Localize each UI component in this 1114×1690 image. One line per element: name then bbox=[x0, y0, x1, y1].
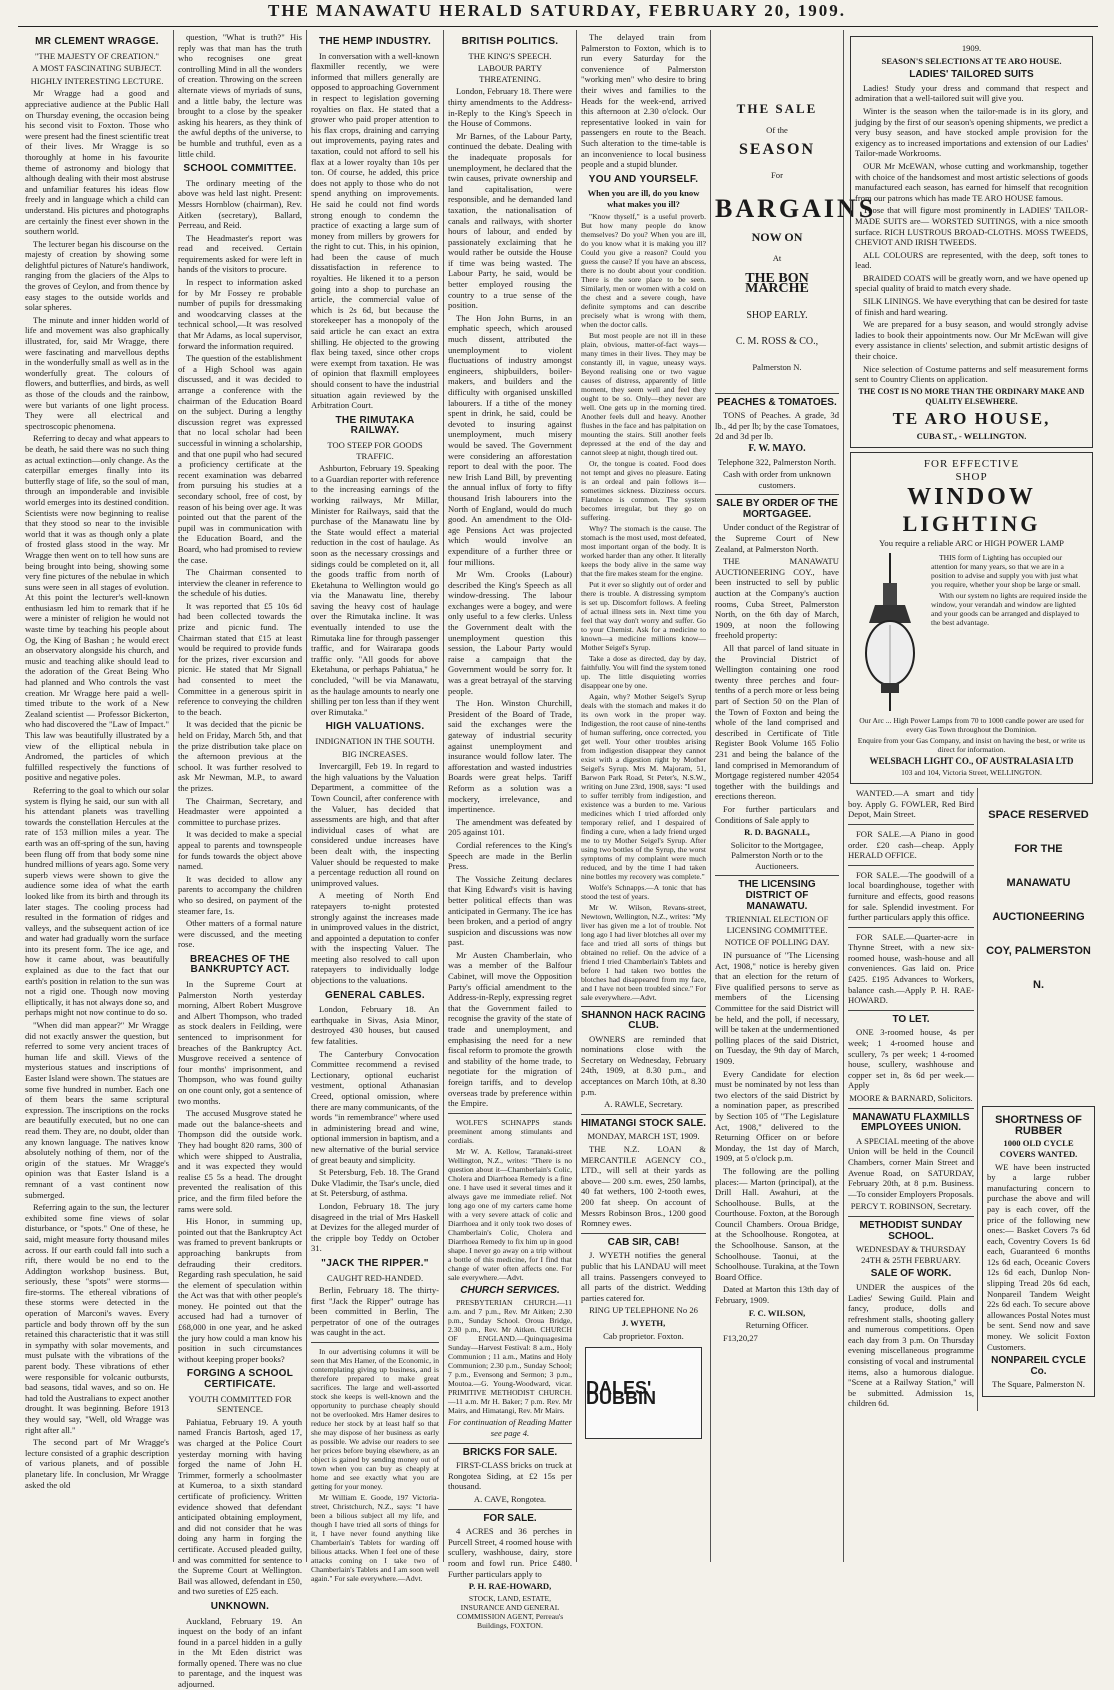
column-1 bbox=[22, 32, 172, 1560]
advertisement-text: Under conduct of the Registrar of the Supreme Court of New Zealand, at Palmerston North. bbox=[715, 522, 839, 554]
company-name: NONPAREIL CYCLE Co. bbox=[991, 1355, 1086, 1377]
company-address: The Square, Palmerston N. bbox=[992, 1379, 1085, 1390]
ad-subheading: You require a reliable ARC or HIGH POWER LAMP bbox=[879, 538, 1064, 549]
store-name: TE ARO HOUSE, bbox=[892, 409, 1051, 428]
column-3 bbox=[308, 32, 442, 1584]
continuation-note: For continuation of Reading Matter see page 4. bbox=[448, 1417, 572, 1438]
ad-heading: FOR SALE. bbox=[483, 1512, 537, 1524]
article-headline: "JACK THE RIPPER." bbox=[321, 1257, 429, 1269]
sale-line: At bbox=[772, 252, 782, 263]
ad-heading: HIMATANGI STOCK SALE. bbox=[581, 1117, 706, 1129]
rubber-advertisement bbox=[982, 1106, 1095, 1397]
advertisement-text: 4 ACRES and 36 perches in Purcell Street, 4 roomed house with scullery, washhouse, dairy, store room and fowl run. Price £480. Further particulars apply to bbox=[448, 1526, 572, 1579]
subheading: TRIENNIAL ELECTION OF LICENSING COMMITTEE. bbox=[725, 914, 829, 935]
right-ads-column bbox=[982, 788, 1095, 1411]
paragraph: The second part of Mr Wragge's lecture consisted of a graphic description of various planets, and of possible planetary life. In conclusion, Mr Wragge asked the old bbox=[25, 1437, 169, 1490]
paragraph: Again, why? Mother Seigel's Syrup deals with the stomach and makes it do its own work in the proper way. Indigestion, the root cause of nine-tenths of human suffering, once corrected, you get well. Your other troubles arising from indigestion disappear they cannot exist with a digestion right by Mother Seigel's Syrup. Mrs M. Majoram, 51, Barwon Park Road, St Peter's, N.S.W., writing on June 23rd, 1908, says: "I used to suffer terribly from indigestion, and existence was a burden to me. Various medicines which I tried afforded only temporary relief, and I despaired of finding a cure, when a lady friend urged me to try Mother Seigel's Syrup. After using two bottles of the Syrup, the worst symptoms of my complaint were much reduced, and by the time I had taken nine bottles my recovery was complete." bbox=[581, 691, 706, 881]
classifieds-column bbox=[848, 788, 978, 1411]
paragraph: The Chairman, Secretary, and Headmaster were appointed a committee to purchase prizes. bbox=[178, 795, 302, 827]
divider bbox=[715, 875, 839, 876]
space-reserved-notice: SPACE RESERVED FOR THE MANAWATU AUCTIONEERING COY, PALMERSTON N. bbox=[986, 809, 1091, 992]
article-headline: BREACHES OF THE BANKRUPTCY ACT. bbox=[189, 953, 291, 976]
ad-signature: A. CAVE, Rongotea. bbox=[473, 1493, 547, 1504]
article-headline: UNKNOWN. bbox=[210, 1600, 270, 1612]
ad-signature: A. RAWLE, Secretary. bbox=[604, 1099, 683, 1110]
paragraph: Mr Wm. Crooks (Labour) described the King's Speech as all window-dressing. The labour exchanges were a bogey, and were only useful to a few clerks. Unless the Government dealt with the unemployment question this session, the Labour Party would raise a campaign that the Government would be sorry for. It was a great betrayal of the starving people. bbox=[448, 569, 572, 696]
paragraph: It was decided to make a special appeal to parents and townspeople for funds towards the object above named. bbox=[178, 829, 302, 872]
ad-heading: TO LET. bbox=[892, 1013, 930, 1025]
article-headline: THE RIMUTAKA RAILWAY. bbox=[335, 414, 415, 437]
ad-heading: SHANNON HACK RACING CLUB. bbox=[581, 1009, 706, 1032]
paragraph: London, February 18. An earthquake in Sivas, Asia Minor, destroyed 430 houses, but caused few fatalities. bbox=[311, 1004, 439, 1047]
paragraph: His Honor, in summing up, pointed out that the Bankruptcy Act was framed to prevent bankrupts or approaching bankrupts from defrauding their creditors. Regarding rash speculation, he said the element of speculation within the Act was that with other people's money. He pointed out that the accused had had a turnover of £68,000 in one year, and he asked the jury how could a man know his position in such circumstances without keeping proper books? bbox=[178, 1216, 302, 1364]
paragraph: It was decided that the picnic be held on Friday, March 5th, and that the prize distribution take place on the afternoon previous at the school. It was further resolved to ask Mr Newman, M.P., to award the prizes. bbox=[178, 719, 302, 793]
ad-heading: PEACHES & TOMATOES. bbox=[717, 396, 837, 408]
paragraph: Invercargill, Feb 19. In regard to the high valuations by the Valuation Department, a committee of the Town Council, after conference with the Valuer, has decided that assessments are high, and that after individual cases of what are considered undue increases have been dealt with, the inspecting Valuer should be requested to make a percentage reduction all round on unimproved values. bbox=[311, 761, 439, 888]
paragraph: Why? The stomach is the cause. The stomach is the most used, most defeated, most important organ of the body. It is worked harder than any other. It literally keeps the body alive in the same way that the fire makes steam for the engine. bbox=[581, 523, 706, 578]
advertisement-text: Dated at Marton this 13th day of February, 1909. bbox=[715, 1284, 839, 1306]
paragraph: The Hon. Winston Churchill, President of the Board of Trade, said the exchanges were the gateway of industrial security against unemployment and insurance would follow later. The afforestation and wasted industries Boards were great helps. Tariff Reform as a solution was a mockery, irrelevance, and impertinence. bbox=[448, 698, 572, 815]
advertisement-text: FOR SALE.—A Piano in good order. £20 cash—cheap. Apply HERALD OFFICE. bbox=[848, 828, 974, 861]
ad-heading: BRICKS FOR SALE. bbox=[462, 1446, 558, 1458]
column-rule bbox=[843, 30, 844, 1562]
divider bbox=[715, 494, 839, 495]
paragraph: But most people are not ill in these plain, obvious, matter-of-fact ways—many times in their lives. They may be constantly ill, in vague, uneasy ways. Beyond realising one or two vague causes of distress, apparently of little moment, they seem well and feel they ought to be so. Only—they never are well. One gets up in the morning tired. Another feels dull and heavy. Another flushes in the face and has palpitation on mounting the stairs. Still another feels depressed at the end of the day and cannot sleep at night, though tired out. bbox=[581, 330, 706, 457]
paragraph: The Hon John Burns, in an emphatic speech, which aroused much dissent, attributed the unemployment to violent fluctuations of industry amongst engineers, shipbuilders, boiler-makers, and builders and the difficulty with organised unskilled labourers. If a tithe of the money spent in drink, he said, could be devoted to insuring against unemployment, much misery would be saved. The Government were considering an afforestation report to deal with the poor. The new Irish Land Bill, by preventing the annual influx of forty to fifty thousand Irish labourers into the North of England, would do much good. An amendment to the Old-age Pensions Act was projected which would involve an expenditure of a further three or four millions. bbox=[448, 312, 572, 567]
paragraph: Take a dose as directed, day by day, faithfully. You will find the system toned up. The little disquieting worries disappear one by one. bbox=[581, 653, 706, 690]
ad-signature: F. C. WILSON, bbox=[748, 1307, 806, 1318]
subheading: When you are ill, do you know what makes you ill? bbox=[587, 188, 700, 209]
divider bbox=[715, 393, 839, 394]
paragraph: Wolfe's Schnapps.—A tonic that has stood the test of years. bbox=[581, 882, 706, 901]
paragraph: A meeting of North End ratepayers to-night protested strongly against the increases made in unimproved values in the district, and appointed a deputation to confer with the inspecting Valuer. The meeting also resolved to call upon ratepayers to individually lodge objections to the valuations. bbox=[311, 890, 439, 986]
ad-tagline: THE COST IS NO MORE THAN THE ORDINARY MAKE AND QUALITY ELSEWHERE. bbox=[858, 386, 1085, 407]
ad-signature: STOCK, LAND, ESTATE, INSURANCE AND GENERAL COMMISSION AGENT, Perreau's Buildings, FOXTON. bbox=[456, 1593, 564, 1630]
subheading: "THE MAJESTY OF CREATION." bbox=[34, 50, 160, 61]
advertisement-text: ALL COLOURS are represented, with the deep, soft tones to lead. bbox=[855, 249, 1088, 271]
subheading: BIG INCREASES. bbox=[342, 748, 408, 759]
article-headline: SCHOOL COMMITTEE. bbox=[183, 163, 297, 175]
divider bbox=[448, 1509, 572, 1510]
subheading: YOUTH COMMITTED FOR SENTENCE. bbox=[188, 1393, 292, 1415]
advertisement-text: The following are the polling places:— Marton (principal), at the Drill Hall. Awahuri, at the Schoolhouse. Bulls, at the Courthouse. Foxton, at the Borough Council Chambers. Oroua Bridge, at the Schoolhouse. Rongotea, at the Schoolhouse. Sanson, at the Schoolhouse. Taonui, at the Schoolhouse. Turakina, at the Town Board Office. bbox=[715, 1165, 839, 1282]
advertisement-text: UNDER the auspices of the Ladies' Sewing Guild. Plain and fancy, produce, dolls and refreshment stalls, shooting gallery and numerous competitions. Open each day from 3 p.m. On Thursday evening miscellaneous programme consisting of vocal and instrumental items, also a humorous dialogue. "Scene at a Railway Station," will be submitted. Admission 1s, children 6d. bbox=[848, 1281, 974, 1409]
lamp-icon bbox=[855, 553, 925, 713]
ad-heading: CAB SIR, CAB! bbox=[607, 1236, 680, 1248]
footnote: F13,20,27 bbox=[723, 1332, 758, 1343]
divider bbox=[581, 1006, 706, 1007]
column-5 bbox=[578, 32, 709, 1560]
article-headline: HIGH VALUATIONS. bbox=[325, 721, 425, 733]
subheading: THE KING'S SPEECH. bbox=[468, 50, 552, 61]
ad-heading: SALE OF WORK. bbox=[870, 1268, 952, 1280]
church-services-heading: CHURCH SERVICES. bbox=[460, 1284, 560, 1296]
paragraph: "Know thyself," is a useful proverb. But how many people do know themselves? Do you? When you are ill, do you know what it is making you ill? Could you give a reason? Could you guess the cause? If you have an abscess, there is no doubt about your condition. There is the sore place to be seen. Similarly, men or women with a cold on the chest and a severe cough, have definite symptoms and can describe precisely what is wrong with them, when the doctor calls. bbox=[581, 211, 706, 329]
paragraph: Other matters of a formal nature were discussed, and the meeting rose. bbox=[178, 918, 302, 950]
column-rule bbox=[173, 30, 174, 1562]
church-services-text: PRESBYTERIAN CHURCH.—11 a.m. and 7 p.m., Rev. Mr Aitken; 2.30 p.m., Sunday School. Oroua Bridge, 2.30 p.m., Rev. Mr Aitken. CHURCH OF ENGLAND.—Quinquagesima Sunday—Harvest Festival: 8 a.m., Holy Communion ; 11 a.m., Matins and Holy Communion; 2.30 p.m., Sunday School; 7 p.m., Evensong and Sermon; 3 p.m., Moutoa.—G. Young-Woodward, vicar. PRIMITIVE METHODIST CHURCH.—11 a.m. Mr H. Baker; 7 p.m. Rev. Mr Mairs, and Himatangi, Rev. Mr Mairs. bbox=[448, 1298, 572, 1416]
advertisement-text: BRAIDED COATS will be greatly worn, and we have opened up special quality of braid to match every shade. bbox=[855, 272, 1088, 294]
advertisement-text: WOLFE'S SCHNAPPS stands preeminent among stimulants and cordials. bbox=[448, 1117, 572, 1145]
advertisement-text: THE MANAWATU AUCTIONEERING COY., have been instructed to sell by public auction at the Company's auction rooms, Cuba Street, Palmerston North, on the 6th day of March, 1909, at noon the following freehold property: bbox=[715, 556, 839, 641]
lamp-illustration bbox=[855, 553, 925, 716]
paragraph: In the Supreme Court at Palmerston North yesterday morning, Albert Robert Musgrove and Albert Thompson, who traded as stock dealers in Feilding, were sentenced to imprisonment for breaches of the Bankruptcy Act. Musgrove received a sentence of four months' imprisonment, and Thompson, who was found guilty on one count only, got a sentence of two months. bbox=[178, 979, 302, 1106]
paragraph: The delayed train from Palmerston to Foxton, which is to run every Saturday for the convenience of Palmerston "working men" who desire to bring their wives and families to the Heads for the week-end, arrived this afternoon at 2.30 o'clock. Our representative looked in vain for passengers en route to the Beach. Such alteration to the time-table is an inconvenience to local business people and a stupid blunder. bbox=[581, 32, 706, 170]
paragraph: Mr Austen Chamberlain, who was a member of the Balfour Cabinet, will move the Opposition Party's official amendment to the Address-in-Reply, expressing regret that the Government failed to recognise the gravity of the state of trade and unemployment, and emphasising the need for a new fiscal reform to promote the growth and stability of the home trade, to negotiate for the migration of foreign tariffs, and to develop overseas trade by preference within the Empire. bbox=[448, 949, 572, 1109]
ad-signature: Cab proprietor. Foxton. bbox=[603, 1330, 684, 1341]
sale-line: For bbox=[771, 169, 783, 180]
subheading: HIGHLY INTERESTING LECTURE. bbox=[30, 75, 164, 86]
paragraph: The ordinary meeting of the above was held last night. Present: Messrs Hornblow (chairman), Rev. Aitken (secretary), Ballard, Perreau, and Reid. bbox=[178, 177, 302, 231]
ad-signature: Solicitor to the Mortgagee, Palmerston North or to the Auctioneers. bbox=[730, 839, 824, 871]
ad-heading: THE LICENSING DISTRICT OF MANAWATU. bbox=[738, 879, 816, 912]
masthead: THE MANAWATU HERALD SATURDAY, FEBRUARY 20, 1909. bbox=[268, 1, 846, 20]
advertisement-text: WE have been instructed by a large rubber manufacturing concern to purchase the above and will pay is each cover, off the price of the following new ones:— Basket Covers 7s 6d each, Coventry Covers 1s 6d each, Guaranteed 6 months 12s 6d each, Oceanic Covers 12s 6d each, Dunlop Non-slipping Tread 20s 6d each, Nonpareil Tandem Weight 22s 6d each. To secure above allowances Postal Notes must be sent. Send now and save money. We solicit Foxton Customers. bbox=[987, 1161, 1090, 1352]
divider bbox=[311, 1342, 439, 1343]
advertisement-text: Our Arc ... High Power Lamps from 70 to 1000 candle power are used for every Gas Town throughout the Dominion. bbox=[859, 715, 1084, 734]
paragraph: The minute and inner hidden world of life and movement was also graphically illustrated, for, said Mr Wragge, there were fascinating and marvellous depths in the wonderfully small as well as in the wonderfully great. The colours of flowers, and butterflies, and birds, as well as those of the clouds and the rainbow, were but variants of one light process. They were all electrical and spectroscopic phenomena. bbox=[25, 314, 169, 431]
dubbin-label: DALES' DUBBIN bbox=[586, 1377, 656, 1409]
article-headline: BRITISH POLITICS. bbox=[461, 36, 559, 47]
advertisement-text: THIS form of Lighting has occupied our attention for many years, so that we are in a position to advise and supply you with just what you require, whether your shop be large or small. bbox=[931, 552, 1081, 589]
sale-line: Palmerston N. bbox=[752, 361, 802, 372]
paragraph: The lecturer began his discourse on the majesty of creation by showing some delightful pictures of Nature's handiwork, ranging from the glaciers of the Alps to the groves of Ceylon, and from thence by easy stages to the outside worlds and solar spheres. bbox=[25, 238, 169, 313]
ad-signature: F. W. MAYO. bbox=[748, 442, 806, 454]
ad-heading: WINDOW bbox=[907, 484, 1036, 511]
advertisement-text: THE N.Z. LOAN & MERCANTILE AGENCY CO., LTD., will sell at their yards as above— 200 s.m. ewes, 250 lambs, 40 fat wethers, 100 2-tooth ewes, 200 fat sheep. On account of Messrs Robinson Bros., 1200 good Romney ewes. bbox=[581, 1144, 706, 1229]
divider bbox=[581, 1233, 706, 1234]
sale-line: THE SALE bbox=[736, 101, 818, 116]
advertisement-text: Those that will figure most prominently in LADIES' TAILOR-MADE SUITS are— WORSTED SUITINGS, with a nice smooth surface. RICH LUSTROUS BROAD-CLOTHS. MOSS TWEEDS, CHEVIOT AND IRISH TWEEDS. bbox=[855, 205, 1088, 248]
advertisement-text: IN pursuance of "The Licensing Act, 1908," notice is hereby given that an election for the return of Five qualified persons to serve as members of the Licensing Committee for the said District will be held, and the poll, if necessary, will be taken at the undermentioned polling places of the said District, on Tuesday, the 9th day of March, 1909. bbox=[715, 950, 839, 1066]
ad-heading: SHORTNESS OF RUBBER bbox=[995, 1114, 1082, 1137]
advertisement-text: For further particulars and Conditions of Sale apply to bbox=[715, 803, 839, 825]
ad-heading: LIGHTING bbox=[902, 511, 1041, 537]
paragraph: Cordial references to the King's Speech are made in the Berlin Press. bbox=[448, 839, 572, 872]
paragraph: Referring to the goal to which our solar system is flying he said, our sun with all his attendant planets was travelling towards the constellation Hercules at the rate of 153 million miles a year. The earth was an off-spring of the sun, having been flung off from that body some nine hundred millions of years ago. Some very superb views were shown to give the audience some idea of what the earth looked like from its birth and through its later stages. The cooling process had resulted in the formation of ridges and valleys, and the subsequent action of ice and water had gradually worn the surface into its present form. The ice age, and how it came about, was beautifully explained as due to the fact that our earth's position in relation to the sun was not a rigid one. Though now moving elliptically, it has not always done so, and perhaps might not now continue to do so. bbox=[25, 784, 169, 1018]
paragraph: Pahiatua, February 19. A youth named Francis Bartosh, aged 17, was charged at the Police Court yesterday morning with having forged the name of John H. Trimmer, formerly a schoolmaster at Kumeroa, to a sixth standard certificate of proficiency. Written evidence showed that defendant anticipated obtaining employment, and did not consider that he was doing any harm in forging the certificate. Accused pleaded guilty, and was committed for sentence to the Supreme Court at Wellington. Bail was allowed, defendant in £50, and two sureties of £25 each. bbox=[178, 1416, 302, 1597]
ad-heading: FOR EFFECTIVE bbox=[923, 458, 1020, 471]
paragraph: It was decided to allow any parents to accompany the children who so desired, on payment of the steamer fare, 1s. bbox=[178, 873, 302, 916]
ad-heading: SALE BY ORDER OF THE MORTGAGEE. bbox=[716, 498, 838, 520]
advertisement-text: OUR Mr McEWAN, whose cutting and workmanship, together with choice of the handsomest and most artistic selections of goods manufactured each season, has earned for himself that recognition from our patrons which has made TE ARO HOUSE famous. bbox=[855, 160, 1088, 203]
paragraph: question, "What is truth?" His reply was that man has the truth who recognises one great controlling Mind in all the wonders of creation. Throwing on the screen alternate views of myriads of suns, and a little baby, the lecture was brought to a close by the speaker asking his hearers, as they think of the awful depths of the universe, to be humble and truthful, even as a little child. bbox=[178, 32, 302, 159]
ad-year: 1909. bbox=[961, 43, 982, 53]
column-6 bbox=[712, 32, 877, 1560]
column-2 bbox=[175, 32, 305, 1690]
ad-signature: PERCY T. ROBINSON, Secretary. bbox=[850, 1201, 972, 1212]
paragraph: The accused Musgrove stated he made out the balance-sheets and Thompson did the outside work. They had bought 820 rams, 300 of which were shipped to Australia, and it was expected they would realise £5 5s a head. The drought prevented the realisation of this price, and the firm filed before the rams were sold. bbox=[178, 1108, 302, 1214]
column-rule bbox=[443, 30, 444, 1562]
divider bbox=[848, 1108, 974, 1109]
ad-heading: SEASON'S SELECTIONS AT TE ARO HOUSE. bbox=[881, 55, 1062, 66]
ad-signature: MOORE & BARNARD, Solicitors. bbox=[849, 1093, 973, 1103]
bargains-headline: BARGAINS bbox=[715, 194, 877, 224]
advertisement-text: J. WYETH notifies the general public that his LANDAU will meet all trains. Passengers conveyed to all parts of the district. Wedding parties catered for. bbox=[581, 1250, 706, 1303]
divider bbox=[848, 1216, 974, 1217]
subheading: NOTICE OF POLLING DAY. bbox=[724, 937, 830, 948]
column-4 bbox=[445, 32, 575, 1630]
advertisement-text: FOR SALE.—Quarter-acre in Thynne Street, with a new six-roomed house, wash-house and all conveniences. Gas laid on. Price £425. £195 Advances to Workers, balance cash.—Apply P. H. RAE-HOWARD. bbox=[848, 931, 974, 1006]
paragraph: Auckland, February 19. An inquest on the body of an infant found in a parcel hidden in a gully in the Mt Eden district was formally opened. There was no clue to parentage, and the inquest was adjourned. bbox=[178, 1615, 302, 1690]
paragraph: In conversation with a well-known flaxmiller recently, we were informed that millers generally are opposed to approaching Government in respect to legislation governing royalties on flax. He stated that a grower who paid proper attention to his flax crops, draining and carrying out improvements, paying rates and taxation, could not afford to sell his flax at a lower royalty than 10s per ton. Of course, he added, this price does not apply to those who do not spend anything on improvements. He said he could not find words strong enough to condemn the practice of exacting a large sum of money from millers by growers for the right to cut. This, in his opinion, had been the cause of much dissatisfaction in reference to royalties. He likened it to a person going into a shop to purchase an article, the commercial value of which is 2s 6d, but because the storekeeper has a monopoly of the said article he can exact an extra shilling. He objected to the growing flax being taxed, since other crops were exempt from taxation. He was of opinion that flaxmill employees should consent to have the industrial situation again reviewed by the Arbitration Court. bbox=[311, 50, 439, 411]
column-rule bbox=[710, 30, 711, 1562]
paragraph: Referring again to the sun, the lecturer exhibited some fine views of solar disturbance, or "spots." One of these, he said, might measure forty thousand miles across. If our earth could fall into such a rift, there would be no end to the Addington workshop business. But, seriously, these "spots" were storms—fire-storms. The ethereal vibrations of these storms were detected in the operation of Marconi's waves. Every particle and body thrown off by the sun retained this characteristic that it was still in sympathy with solar movements, and must pulsate with the vibrations of the parent body. These vibrations of ether were responsible for volcanic outbursts, bad seasons, tidal waves, and so on. He had told the Australians to expect another drought. It was beginning. Before 1913 they would say, "Well, old Wragge was right after all." bbox=[25, 1202, 169, 1435]
column-7 bbox=[845, 32, 1098, 1560]
company-address: 103 and 104, Victoria Street, WELLINGTON. bbox=[901, 768, 1042, 778]
article-headline: MR CLEMENT WRAGGE. bbox=[35, 36, 159, 47]
article-headline: GENERAL CABLES. bbox=[325, 989, 425, 1001]
paragraph: The Headmaster's report was read and received. Certain requirements asked for were left in hands of the visitors to procure. bbox=[178, 232, 302, 275]
divider bbox=[848, 1010, 974, 1011]
advertisement-text: TONS of Peaches. A grade, 3d lb., 4d per lb; by the case Tomatoes, 2d and 3d per lb. bbox=[715, 410, 839, 442]
ad-heading: MANAWATU FLAXMILLS EMPLOYEES UNION. bbox=[852, 1111, 970, 1134]
advertisement-text: ONE 3-roomed house, 4s per week; 1 4-roomed house and scullery, 7s per week; 1 4-roomed house, scullery, washhouse and copper set in, 8s 6d per week.—Apply bbox=[848, 1027, 974, 1091]
paragraph: The Canterbury Convocation Committee recommend a revised Lectionary, optional eucharist vestment, optional Athanasian Creed, optional omission, where there are many communicants, of the words "in remembrance" where used in administering bread and wine, optional immersion in baptism, and a new alternative of the burial service of great beauty and simplicity. bbox=[311, 1048, 439, 1165]
paragraph: London, February 18. There were thirty amendments to the Address-in-Reply to the King's Speech in the House of Commons. bbox=[448, 86, 572, 129]
paragraph: Mr Barnes, of the Labour Party, continued the debate. Dealing with the inadequate proposals for unemployment, he declared that the twin causes, private ownership and land capitalisation, were responsible, and he demanded land taxation, the nationalisation of canals and railways, with shorter hours of labour, and ended by passionately exclaiming that he would rather be outside the House if time was being wasted. The Labour Party, he said, would be better employed rousing the country to a true sense of the position. bbox=[448, 130, 572, 311]
article-headline: FORGING A SCHOOL CERTIFICATE. bbox=[186, 1368, 294, 1391]
advertisement-text: Winter is the season when the tailor-made is in its glory, and judging by the first of our season's opening shipments, we predict a very busy season, and have stocked ample provision for the exigency as to increased importations and extension of our Ladies' Tailor-made Workrooms. bbox=[855, 105, 1088, 159]
subheading: INDIGNATION IN THE SOUTH. bbox=[315, 736, 435, 746]
ad-heading: METHODIST SUNDAY SCHOOL. bbox=[859, 1219, 963, 1242]
paragraph: Ashburton, February 19. Speaking to a Guardian reporter with reference to the increasing earnings of the working railways, Mr Millar, Minister for Railways, said that the purchase of the Manawatu line by the State would effect a material reduction in the cost of haulage. As soon as the necessary crossings and sidings could be completed on it, all the goods traffic from north of Eketahuna to Wellington would go via the Manawatu line, thereby saving the heavy cost of haulage over the Rimutaka incline. It was eventually intended to use the Rimutaka line for through passenger traffic, and for Wairarapa goods traffic only. "All goods for above Eketahuna, or perhaps Pahiatua," he concluded, "will be via Manawatu, as the haulage amounts to nearly one shilling per ton less than if they went over Rimutaka." bbox=[311, 463, 439, 717]
te-aro-house-advertisement bbox=[850, 36, 1093, 448]
subheading: RING UP TELEPHONE No 26 bbox=[589, 1305, 698, 1316]
paragraph: The Chairman consented to interview the cleaner in reference to the schedule of his duties. bbox=[178, 567, 302, 599]
paragraph: In respect to information asked for by Mr Fossey re probable number of pupils for dressmaking and woodcarving classes at the technical school,—It was resolved that Mr Adams, as local supervisor, forward the information required. bbox=[178, 277, 302, 351]
paragraph: The amendment was defeated by 205 against 101. bbox=[448, 816, 572, 838]
paragraph: The question of the establishment of a High School was again discussed, and it was decided to arrange a conference with the chairman of the Education Board on the subject. During a lengthy discussion regret was expressed that no local scholar had been successful in winning a scholarship, and that one pupil who had secured a proficiency certificate at the recent examination was debarred from pursuing his studies at a secondary school, free of cost, by reason of his being over age. It was pointed out that the parent of the pupil was in communication with the Education Board, and the Board, who had promised to review the case. bbox=[178, 353, 302, 565]
advertisement-text: WANTED.—A smart and tidy boy. Apply G. FOWLER, Red Bird Depot, Main Street. bbox=[848, 788, 974, 820]
divider bbox=[848, 824, 974, 825]
advertisement-text: FIRST-CLASS bricks on truck at Rongotea Siding, at £2 15s per thousand. bbox=[448, 1460, 572, 1492]
advertisement-text: Mr William E. Goode, 197 Victoria-street, Christchurch, N.Z., says: "I have been a bilious subject all my life, and though I have tried all sorts of things for it, I have never found anything like Chamberlain's Tablets for warding off bilious attacks. When I feel one of these attacks coming on I take two of Chamberlain's Tablets and I am soon well again." For sale everywhere.—Advt. bbox=[311, 1493, 439, 1584]
advertisement-text: Mr W. A. Kellow, Taranaki-street Wellington, N.Z., writes: "There is no question about it—Chamberlain's Colic, Cholera and Diarrhoea Remedy is a fine one. I have used it several times and it always gave me immediate relief. Not long ago one of my carters came home with a very severe attack of colic and Diarrhoea and it only took two doses of Chamberlain's Colic, Cholera and Diarrhoea Remedy to fix him up in good shape. I never go away on a trip without a bottle of this medicine, for I find that change of water often affects one. For sale everywhere.—Advt. bbox=[448, 1146, 572, 1282]
advertisement-text: We are prepared for a busy season, and would strongly advise ladies to book their appointments now. Our Mr McEwan will give every assistance in clients' selection, and submit artistic designs of their choice. bbox=[855, 319, 1088, 362]
dubbin-advertisement bbox=[585, 1347, 702, 1439]
advertisement-text: All that parcel of land situate in the Provincial District of Wellington containing one rood twenty three perches and four-tenths of a perch more or less being part of Section 50 on the Plan of the Town of Foxton and being the whole of the land comprised and described in Certificate of Title Register Book Volume 165 Folio 231 and being the balance of the land comprised in Memorandum of Mortgage registered number 42054 together with the buildings and erections thereon. bbox=[715, 643, 839, 802]
advertisement-text: Every Candidate for election must be nominated by not less than two electors of the said District by a nomination paper, as prescribed by Section 105 of "The Legislature Act, 1908," delivered to the Returning Officer on or before Monday, the 1st day of March, 1909, at 5 o'clock p.m. bbox=[715, 1068, 839, 1164]
ad-signature: R. D. BAGNALL, bbox=[744, 827, 810, 838]
paragraph: Put it ever so slightly out of order and there is trouble. A distressing symptom is set up. Discomfort follows. A feeling of actual illness sets in. Next time you feel that way don't worry and suffer. Go to your Chemist. Ask for a medicine to known—a medicine millions know—Mother Seigel's Syrup. bbox=[581, 579, 706, 652]
ad-signature: P. H. RAE-HOWARD, bbox=[468, 1581, 552, 1592]
masthead-rule bbox=[18, 26, 1098, 27]
divider bbox=[848, 865, 974, 866]
paragraph: It was reported that £5 10s 6d had been collected towards the prize and picnic fund. The Chairman stated that £15 at least would be required to provide funds for the prizes, river excursion and picnic. He stated that Mr Signall had consented to meet the Committee in a generous spirit in reference to conveying the children to the beach. bbox=[178, 600, 302, 717]
advertisement-text: OWNERS are reminded that nominations close with the Secretary on Wednesday, February 24th, 1909, at 8.30 p.m., and acceptances on March 10th, at 8.30 p.m. bbox=[581, 1033, 706, 1097]
ad-signature: J. WYETH, bbox=[621, 1317, 666, 1328]
divider bbox=[848, 927, 974, 928]
ad-subheading: 1000 OLD CYCLE COVERS WANTED. bbox=[999, 1138, 1078, 1159]
column-rule bbox=[576, 30, 577, 1562]
sale-line: SEASON bbox=[738, 141, 816, 159]
sale-line: C. M. ROSS & CO., bbox=[735, 336, 819, 348]
advertisement-text: With our system no lights are required inside the window, your verandah and window are lighted and your goods can be arranged and displayed to the best advantage. bbox=[931, 590, 1087, 627]
divider bbox=[581, 1114, 706, 1115]
ad-signature: Cash with order from unknown customers. bbox=[723, 469, 831, 490]
advertisement-text: FOR SALE.—The goodwill of a local boardinghouse, together with furniture and effects, good reasons for sale. Splendid investment. For further particulars apply this office. bbox=[848, 869, 974, 923]
advertisement-text: A SPECIAL meeting of the above Union will be held in the Council Chambers, corner Main Street and Avenue Road, on SATURDAY, February 20th, at 8 p.m. Business.—To consider Employers Proposals. bbox=[848, 1135, 974, 1199]
paragraph: St Petersburg, Feb. 18. The Grand Duke Vladimir, the Tsar's uncle, died at St. Petersburg, of asthma. bbox=[311, 1167, 439, 1199]
advertisement-text: Ladies! Study your dress and command that respect and admiration that a well-tailored suit will give you. bbox=[855, 82, 1088, 104]
advertisement-text: SILK LININGS. We have everything that can be desired for taste of finish and hard wearing. bbox=[855, 296, 1088, 317]
paragraph: "When did man appear?" Mr Wragge did not exactly answer the question, but referred to some very ancient traces of human life and skill. Views of the mysterious statues and inscriptions of Easter Island were shown. The statues are some five hundred in number. Each one of them bears the same scriptural expression. The inscriptions on the rocks are beautifully executed, but no one can read them. They are, no doubt, older than any known language. The natives know absolutely nothing of them, nor of the origin of the statues. Mr Wragge's opinion was that Easter Island is a remnant of a vast continent now submerged. bbox=[25, 1020, 169, 1200]
subheading: CAUGHT RED-HANDED. bbox=[326, 1272, 424, 1283]
paragraph: Or, the tongue is coated. Food does not tempt and gives no pleasure. Eating is an ordeal and pain follows it—sometimes sickness. Dizziness occurs. Flatulence is common. The system becomes irregular, but they go on suffering. bbox=[581, 458, 706, 522]
ad-heading: SHOP bbox=[955, 470, 988, 483]
article-headline: YOU AND YOURSELF. bbox=[588, 173, 699, 185]
paragraph: The Vossiche Zeitung declares that King Edward's visit is having better political effects than was anticipated in Germany. The ice has been broken, and a period of angry suspicion and discussions was now past. bbox=[448, 873, 572, 948]
paragraph: London, February 18. The jury disagreed in the trial of Mrs Haskell at Devizes for the alleged murder of the cripple boy Teddy on October 31. bbox=[311, 1200, 439, 1254]
ad-heading: LADIES' TAILORED SUITS bbox=[909, 69, 1034, 81]
company-name: WELSBACH LIGHT CO., OF AUSTRALASIA LTD bbox=[869, 755, 1074, 766]
ad-signature: Telephone 322, Palmerston North. bbox=[717, 456, 837, 467]
advertisement-text: Nice selection of Costume patterns and self measurement forms sent to Country Clients on application. bbox=[855, 363, 1088, 385]
subheading: TOO STEEP FOR GOODS TRAFFIC. bbox=[327, 439, 423, 461]
sale-line: Of the bbox=[766, 124, 788, 135]
subheading: MONDAY, MARCH 1ST, 1909. bbox=[587, 1131, 700, 1142]
paragraph: Berlin, February 18. The thirty-first "Jack the Ripper" outrage has been committed in Berlin, The perpetrator of one of the outrages was caught in the act. bbox=[311, 1285, 439, 1338]
window-lighting-advertisement bbox=[850, 452, 1093, 784]
subheading: LABOUR PARTY THREATENING. bbox=[477, 63, 543, 84]
sale-line: NOW ON bbox=[751, 230, 803, 245]
store-address: CUBA ST., - WELLINGTON. bbox=[916, 430, 1027, 441]
paragraph: Mr W. Wilson, Revans-street, Newtown, Wellington, N.Z., writes: "My liver has given me a lot of trouble. Not long ago I had liver blotches all over my face and tried all sorts of things but obtained no relief. On the advice of a friend I tried Chamberlain's Tablets and before I had taken two bottles the blotches had disappeared from my face, and I have not been troubled since." For sale everywhere.—Advt. bbox=[581, 902, 706, 1002]
column-rule bbox=[306, 30, 307, 1562]
ad-signature: Returning Officer. bbox=[745, 1320, 809, 1331]
store-name: THE BON MARCHE bbox=[745, 270, 809, 297]
article-headline: THE HEMP INDUSTRY. bbox=[318, 36, 432, 47]
advertisement-text: In our advertising columns it will be seen that Mrs Hamer, of the Economic, in contemplating giving up business, and is therefore prepared to make great sacrifices. The large and well-assorted stock she keeps is well-known and the opportunity to purchase cheaply should not be overlooked. Mrs Hamer desires to reduce her stock by at least half so that she may dispose of her business as early as possible. We advise our readers to see her prices before buying elsewhere, as an object is gained by sending money out of town when you can buy as cheaply at home and see exactly what you are getting for your money. bbox=[311, 1347, 439, 1492]
divider bbox=[448, 1113, 572, 1114]
divider bbox=[448, 1443, 572, 1444]
advertisement-text: Enquire from your Gas Company, and insist on having the best, or write us direct for information. bbox=[857, 735, 1086, 754]
paragraph: Referring to decay and what appears to be death, he said there was no such thing as actual extinction—only change. As the caterpillar emerges finally into its butterfly stage of life, so the soul of man, through an imponderable and invisible world emerges into its destined condition. Scientists were now beginning to realise that they stood so near to the invisible world that it was as though only a plate of frosted glass stood in the way. Mr Wragge then went on to tell how suns are being brought into being, showing some very fine pictures of the nebulae in which suns were seen in all stages of evolution. At this point the lecturer's well-known enthusiasm led him to remark that if he were a minister of religion he would not waste time by teaching his people about Og, the King of Bashan ; he would erect an observatory alongside his church, and music and teaching alike should lead to the adoration of the Great Being Who had planned and Who controls the vast creation. Mr Wragge here paid a well-timed tribute to the work of a New Zealand scientist — Professor Bickerton, who had discovered the "Law of Impact." This law was beautifully illustrated by a view of the elliptical nebula in Andromed, the particles of which fulfilled respectively the functions of positive and negative poles. bbox=[25, 433, 170, 783]
sale-line: SHOP EARLY. bbox=[746, 309, 808, 321]
paragraph: Mr Wragge had a good and appreciative audience at the Public Hall on Thursday evening, the occasion being his second visit to Foxton. Those who were present had the finest scientific treat of their lives. Mr Wragge is so thoroughly at home in his favourite theme of astronomy and biology that although dealing with their most abstruse and unfamiliar features his ideas flow freely and in language which a child can understand. His pictures and photographs are certainly the finest ever shown in the southern world. bbox=[25, 88, 169, 237]
subheading: A MOST FASCINATING SUBJECT. bbox=[32, 63, 162, 74]
subheading: WEDNESDAY & THURSDAY 24TH & 25TH FEBRUARY. bbox=[855, 1244, 967, 1265]
